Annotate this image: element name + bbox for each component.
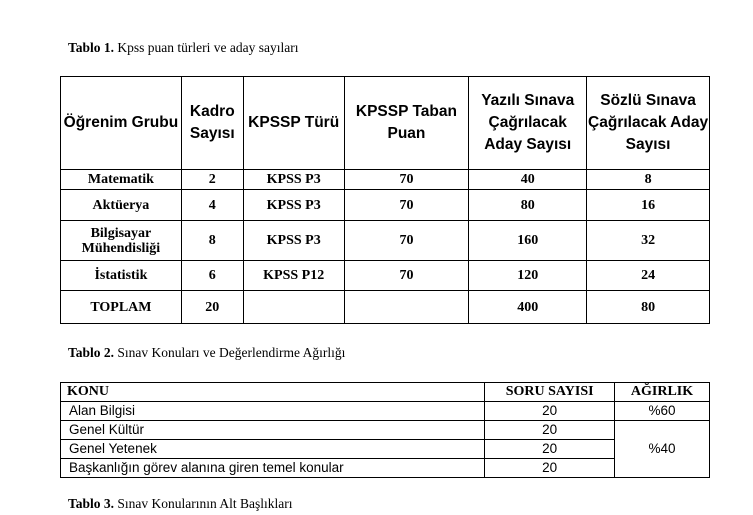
table-cell: 70: [344, 221, 469, 261]
table-cell: TOPLAM: [61, 291, 182, 324]
table-cell: %60: [615, 402, 710, 421]
table-cell: Başkanlığın görev alanına giren temel konular: [61, 459, 485, 478]
table-cell: 20: [181, 291, 243, 324]
table-cell: 80: [469, 190, 587, 221]
table-row: [61, 459, 710, 478]
table-cell: 400: [469, 291, 587, 324]
table-cell: Bilgisayar Mühendisliği: [61, 221, 182, 261]
exam-topics-table: [60, 382, 710, 478]
table1-caption: Tablo 1. Kpss puan türleri ve aday sayıları: [68, 40, 299, 55]
header-cell: Öğrenim Grubu: [61, 77, 182, 170]
table-cell: 20: [485, 459, 615, 478]
table3-caption: Tablo 3. Sınav Konularının Alt Başlıkları: [68, 496, 293, 511]
table-cell: 32: [587, 221, 710, 261]
table-cell: 70: [344, 190, 469, 221]
table-cell: %40: [615, 421, 710, 478]
table-cell: KPSS P12: [243, 261, 344, 291]
table-cell: 24: [587, 261, 710, 291]
table-header-row: [61, 383, 710, 402]
table-total-row: [61, 291, 710, 324]
header-cell: KPSSP Taban Puan: [344, 77, 469, 170]
table-cell: İstatistik: [61, 261, 182, 291]
header-cell: Kadro Sayısı: [181, 77, 243, 170]
table-row: [61, 440, 710, 459]
header-cell: SORU SAYISI: [485, 383, 615, 402]
table-cell: Matematik: [61, 170, 182, 190]
kpss-score-table: [60, 76, 710, 324]
table-cell: 70: [344, 261, 469, 291]
table-cell: 2: [181, 170, 243, 190]
table-cell: 6: [181, 261, 243, 291]
header-cell: AĞIRLIK: [615, 383, 710, 402]
table-cell: 16: [587, 190, 710, 221]
table-cell: 8: [587, 170, 710, 190]
table-row: [61, 190, 710, 221]
table2-caption: Tablo 2. Sınav Konuları ve Değerlendirme Ağırlığı: [68, 345, 346, 360]
table-row: [61, 170, 710, 190]
header-cell: Yazılı Sınava Çağrılacak Aday Sayısı: [469, 77, 587, 170]
table-cell: 40: [469, 170, 587, 190]
table-cell: [344, 291, 469, 324]
table-row: [61, 402, 710, 421]
table-cell: KPSS P3: [243, 221, 344, 261]
table-cell: 4: [181, 190, 243, 221]
table-cell: 120: [469, 261, 587, 291]
table-row: [61, 261, 710, 291]
header-cell: KONU: [61, 383, 485, 402]
table-cell: Aktüerya: [61, 190, 182, 221]
table-cell: Genel Yetenek: [61, 440, 485, 459]
table-cell: 70: [344, 170, 469, 190]
table-cell: KPSS P3: [243, 170, 344, 190]
table-row: [61, 221, 710, 261]
table-cell: [243, 291, 344, 324]
table-cell: KPSS P3: [243, 190, 344, 221]
table-row: [61, 421, 710, 440]
header-cell: Sözlü Sınava Çağrılacak Aday Sayısı: [587, 77, 710, 170]
table-cell: Genel Kültür: [61, 421, 485, 440]
table-cell: Alan Bilgisi: [61, 402, 485, 421]
table-cell: 80: [587, 291, 710, 324]
table-cell: 8: [181, 221, 243, 261]
table-cell: 20: [485, 402, 615, 421]
table-cell: 20: [485, 421, 615, 440]
table-cell: 160: [469, 221, 587, 261]
table-cell: 20: [485, 440, 615, 459]
table-header-row: [61, 77, 710, 170]
header-cell: KPSSP Türü: [243, 77, 344, 170]
